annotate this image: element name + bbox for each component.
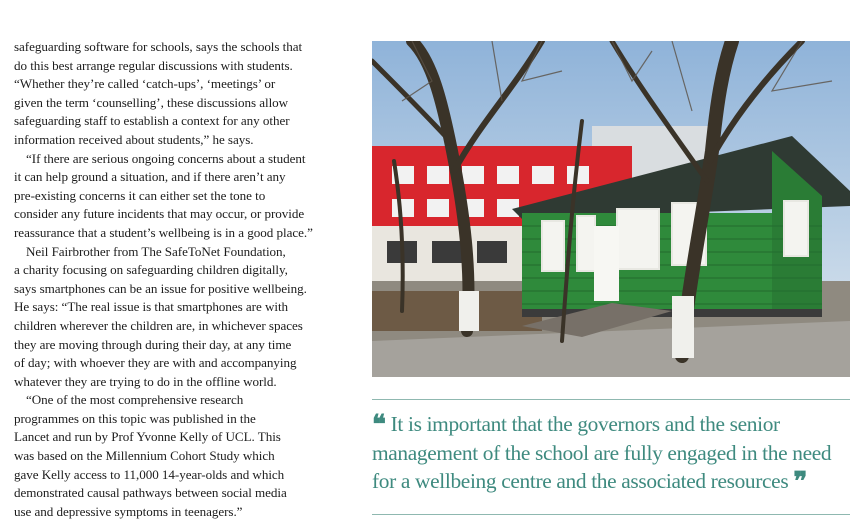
pullquote-text: It is important that the governors and the senior (390, 412, 780, 436)
article-line: safeguarding staff to establish a context for any other (14, 113, 290, 129)
article-line: it can help ground a situation, and if there aren’t any (14, 169, 286, 185)
article-paragraph (14, 243, 344, 392)
open-quote-icon: ❝ (372, 410, 386, 440)
close-quote-icon: ❞ (793, 467, 807, 497)
article-line: demonstrated causal pathways between social media (14, 485, 287, 501)
article-line: Neil Fairbrother from The SafeToNet Foundation, (26, 243, 286, 259)
article-line: was based on the Millennium Cohort Study which (14, 448, 275, 464)
article-text-column (14, 38, 344, 521)
article-paragraph (14, 150, 344, 243)
article-line: of day; with whoever they are with and accompanying (14, 355, 297, 371)
article-line: given the term ‘counselling’, these discussions allow (14, 94, 289, 110)
pullquote-rule-bottom (372, 514, 850, 515)
pullquote-rule-top (372, 399, 850, 400)
article-line: information received about students,” he says. (14, 131, 254, 147)
pullquote-line (372, 439, 852, 467)
pullquote-line (372, 467, 852, 496)
article-line: children wherever the children are, in whichever spaces (14, 317, 303, 333)
article-line: consider any future incidents that may occur, or provide (14, 206, 305, 222)
article-line: says smartphones can be an issue for positive wellbeing. (14, 280, 307, 296)
article-line: they are moving through during their day, at any time (14, 336, 292, 352)
article-line: a charity focusing on safeguarding children digitally, (14, 262, 288, 278)
pullquote-text: for a wellbeing centre and the associated resources (372, 469, 789, 493)
article-line: do this best arrange regular discussions with students. (14, 57, 293, 73)
pullquote-text: management of the school are fully engaged in the need (372, 441, 832, 465)
article-line: “If there are serious ongoing concerns about a student (26, 150, 306, 166)
article-line: safeguarding software for schools, says the schools that (14, 39, 303, 54)
article-photo (372, 41, 850, 377)
article-line: “One of the most comprehensive research (26, 392, 244, 408)
article-line: reassurance that a student’s wellbeing is in a good place.” (14, 224, 313, 240)
article-line: pre-existing concerns it can either set the tone to (14, 187, 266, 203)
article-line: programmes on this topic was published in the (14, 410, 256, 426)
article-line: gave Kelly access to 11,000 14-year-olds and which (14, 466, 285, 482)
article-line: He says: “The real issue is that smartphones are with (14, 299, 289, 315)
article-line: Lancet and run by Prof Yvonne Kelly of UCL. This (14, 429, 281, 445)
article-paragraph (14, 391, 344, 521)
pullquote-line (372, 410, 852, 439)
article-line: use and depressive symptoms in teenagers.” (14, 503, 243, 519)
article-line: “Whether they’re called ‘catch-ups’, ‘meetings’ or (14, 76, 276, 92)
pullquote (372, 410, 852, 496)
article-paragraph (14, 38, 344, 150)
article-line: whatever they are trying to do in the offline world. (14, 373, 277, 389)
